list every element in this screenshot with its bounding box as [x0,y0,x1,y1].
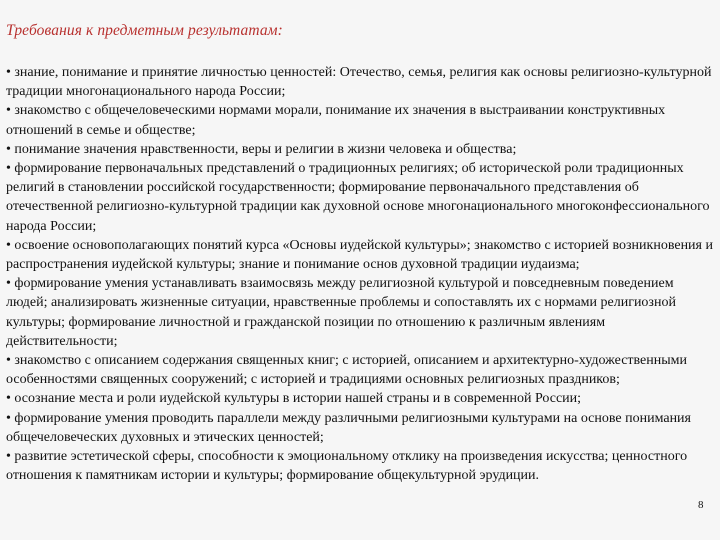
list-item: • знакомство с описанием содержания священных книг; с историей, описанием и архитектурно-художественными особенностями священных сооружений; с историей и традициями основных религиозных праздников; [6,353,688,388]
page-number: 8 [698,499,704,511]
list-item: • развитие эстетической сферы, способности к эмоциональному отклику на произведения искусства; ценностного отношения к памятникам истории и культуры; формирование общекультурной эрудиции. [6,449,688,484]
list-item: • формирование первоначальных представлений о традиционных религиях; об исторической роли традиционных религий в становлении российской государственности; формирование первоначального представления об отечественной религиозно-культурной традиции как духовной основе многонационального многоконфессионального народа России; [6,161,710,234]
list-item: • осознание места и роли иудейской культуры в истории нашей страны и в современной России; [6,391,582,407]
list-item: • формирование умения проводить параллели между различными религиозными культурами на основе понимания общечеловеческих духовных и этических ценностей; [6,410,691,445]
list-item: • освоение основополагающих понятий курса «Основы иудейской культуры»; знакомство с историей возникновения и распространения иудейской культуры; знание и понимание основ духовной традиции иудаизма; [6,237,713,273]
list-item: • формирование умения устанавливать взаимосвязь между религиозной культурой и повседневным поведением людей; анализировать жизненные ситуации, нравственные проблемы и сопоставлять их с нормами религиозной культуры; формирование личностной и гражданской позиции по отношению к различным явлениям действительности; [6,276,676,349]
list-item: • знакомство с общечеловеческими нормами морали, понимание их значения в выстраивании конструктивных отношений в семье и обществе; [6,103,666,138]
slide-title: Требования к предметным результатам: [6,22,283,39]
requirements-list [6,63,716,485]
list-item: • знание, понимание и принятие личностью ценностей: Отечество, семья, религия как основы религиозно-культурной традиции многонационального народа России; [6,65,712,100]
list-item: • понимание значения нравственности, веры и религии в жизни человека и общества; [6,141,517,157]
